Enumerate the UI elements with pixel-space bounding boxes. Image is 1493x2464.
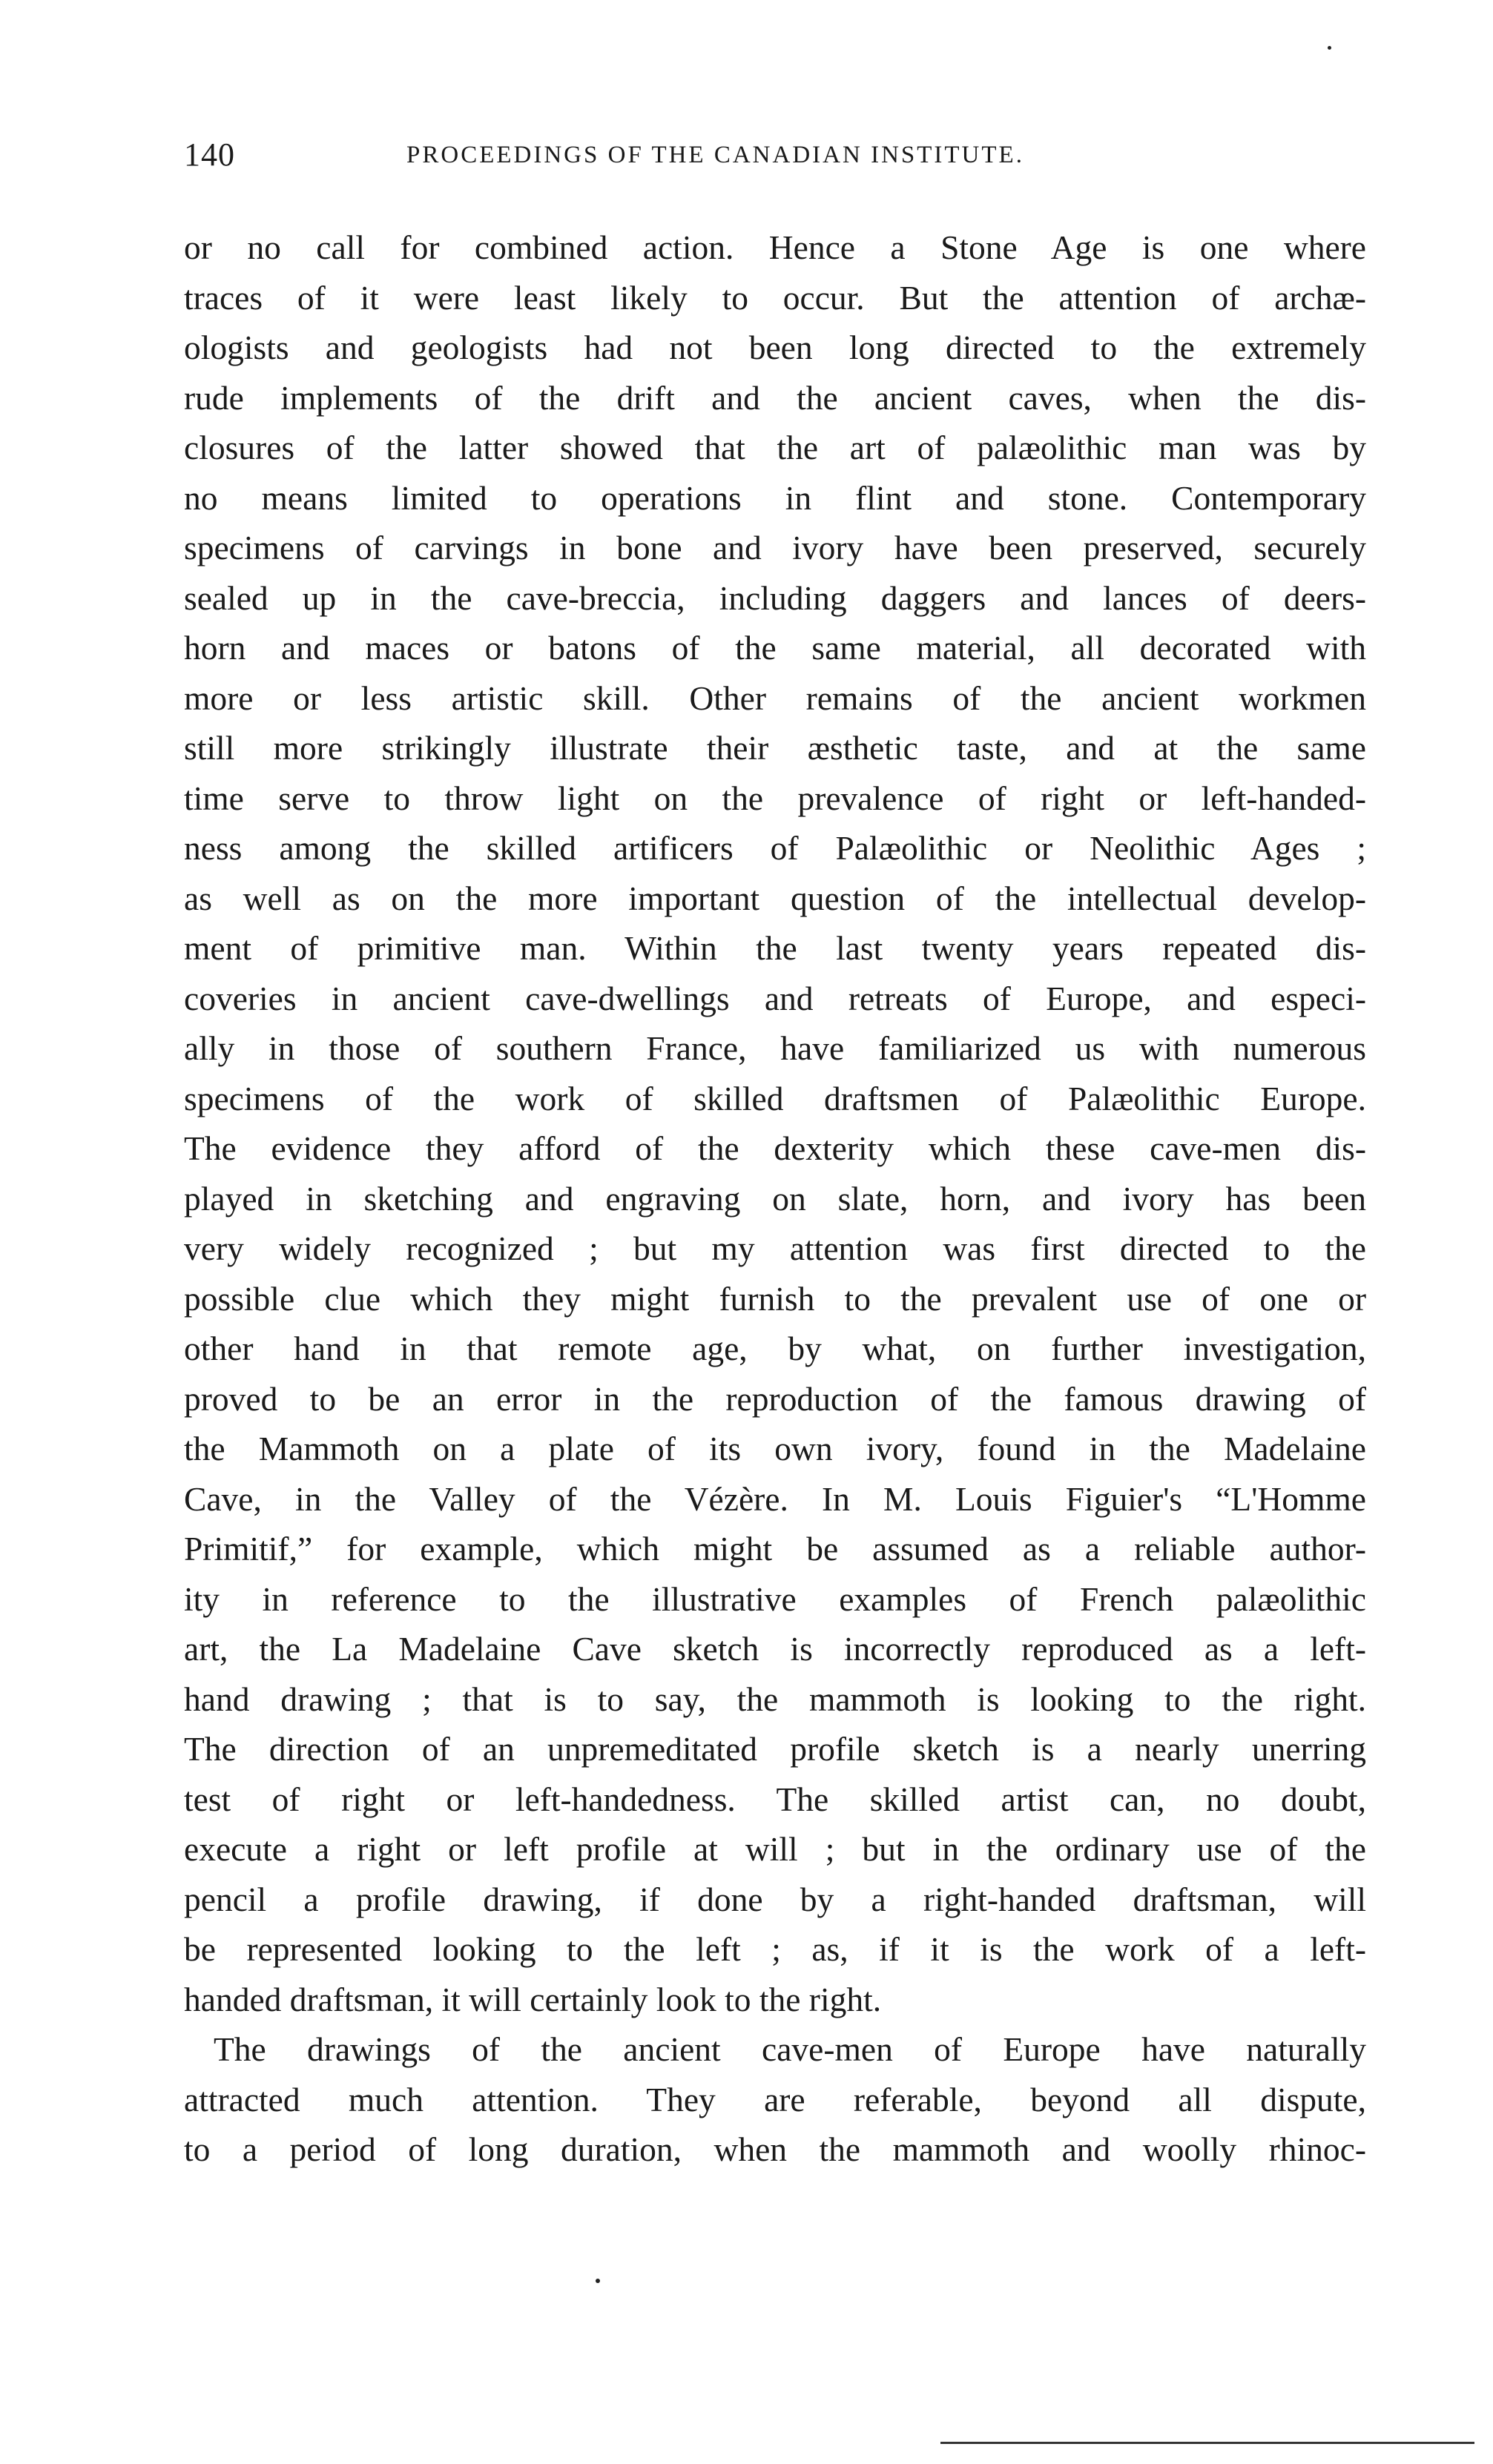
text-line: test of right or left-handedness. The skilled artist can, no doubt,: [184, 1780, 1366, 1818]
text-line: still more strikingly illustrate their æsthetic taste, and at the same: [184, 729, 1366, 767]
text-line: traces of it were least likely to occur. But the attention of archæ-: [184, 278, 1366, 317]
text-line: to a period of long duration, when the mammoth and woolly rhinoc-: [184, 2130, 1366, 2168]
text-line: specimens of the work of skilled draftsmen of Palæolithic Europe.: [184, 1079, 1366, 1117]
text-line: Primitif,” for example, which might be assumed as a reliable author-: [184, 1530, 1366, 1568]
text-line: hand drawing ; that is to say, the mammoth is looking to the right.: [184, 1679, 1366, 1718]
text-line: proved to be an error in the reproduction of the famous drawing of: [184, 1379, 1366, 1418]
text-line: handed draftsman, it will certainly look to the right.: [184, 1980, 882, 2018]
text-line: ity in reference to the illustrative examples of French palæolithic: [184, 1579, 1366, 1618]
text-line: The drawings of the ancient cave-men of Europe have naturally: [214, 2030, 1366, 2068]
paragraph-2: [184, 2024, 1366, 2175]
text-line: sealed up in the cave-breccia, including daggers and lances of deers-: [184, 578, 1366, 617]
text-line: art, the La Madelaine Cave sketch is incorrectly reproduced as a left-: [184, 1630, 1366, 1668]
text-line: ologists and geologists had not been long directed to the extremely: [184, 328, 1366, 366]
text-line: The direction of an unpremeditated profile sketch is a nearly unerring: [184, 1730, 1366, 1768]
text-line: as well as on the more important question of the intellectual develop-: [184, 879, 1366, 917]
text-line: closures of the latter showed that the art of palæolithic man was by: [184, 429, 1366, 466]
page-header: [184, 136, 1371, 180]
print-speck: [1328, 46, 1331, 50]
text-line: horn and maces or batons of the same material, all decorated with: [184, 629, 1366, 667]
text-line: rude implements of the drift and the ancient caves, when the dis-: [184, 378, 1366, 417]
text-line: pencil a profile drawing, if done by a right-handed draftsman, will: [184, 1880, 1366, 1918]
text-line: very widely recognized ; but my attention was first directed to the: [184, 1229, 1366, 1267]
text-line: possible clue which they might furnish to the prevalent use of one or: [184, 1279, 1366, 1318]
page-number: 140: [184, 136, 235, 173]
paragraph-1: [184, 222, 1366, 2024]
text-line: specimens of carvings in bone and ivory have been preserved, securely: [184, 529, 1366, 567]
running-title: PROCEEDINGS OF THE CANADIAN INSTITUTE.: [406, 142, 1024, 168]
text-line: coveries in ancient cave-dwellings and retreats of Europe, and especi-: [184, 979, 1366, 1017]
bottom-edge-rule: [940, 2442, 1474, 2444]
text-line: The evidence they afford of the dexterity which these cave-men dis-: [184, 1129, 1366, 1167]
text-line: time serve to throw light on the prevalence of right or left-handed-: [184, 779, 1366, 817]
text-line: or no call for combined action. Hence a Stone Age is one where: [184, 228, 1366, 266]
text-line: no means limited to operations in flint and stone. Contemporary: [184, 478, 1366, 517]
text-line: attracted much attention. They are referable, beyond all dispute,: [184, 2080, 1366, 2118]
text-line: other hand in that remote age, by what, on further investigation,: [184, 1330, 1366, 1367]
text-line: the Mammoth on a plate of its own ivory, found in the Madelaine: [184, 1430, 1366, 1467]
text-line: more or less artistic skill. Other remains of the ancient workmen: [184, 678, 1366, 717]
text-line: execute a right or left profile at will ; but in the ordinary use of the: [184, 1830, 1366, 1868]
text-line: Cave, in the Valley of the Vézère. In M. Louis Figuier's “L'Homme: [184, 1479, 1366, 1518]
text-line: ment of primitive man. Within the last twenty years repeated dis-: [184, 929, 1366, 967]
text-line: played in sketching and engraving on slate, horn, and ivory has been: [184, 1179, 1366, 1218]
print-speck: [596, 2279, 600, 2283]
body-text: [184, 222, 1366, 2175]
text-line: ally in those of southern France, have familiarized us with numerous: [184, 1029, 1366, 1067]
text-line: ness among the skilled artificers of Palæolithic or Neolithic Ages ;: [184, 829, 1366, 867]
text-line: be represented looking to the left ; as, if it is the work of a left-: [184, 1930, 1366, 1968]
